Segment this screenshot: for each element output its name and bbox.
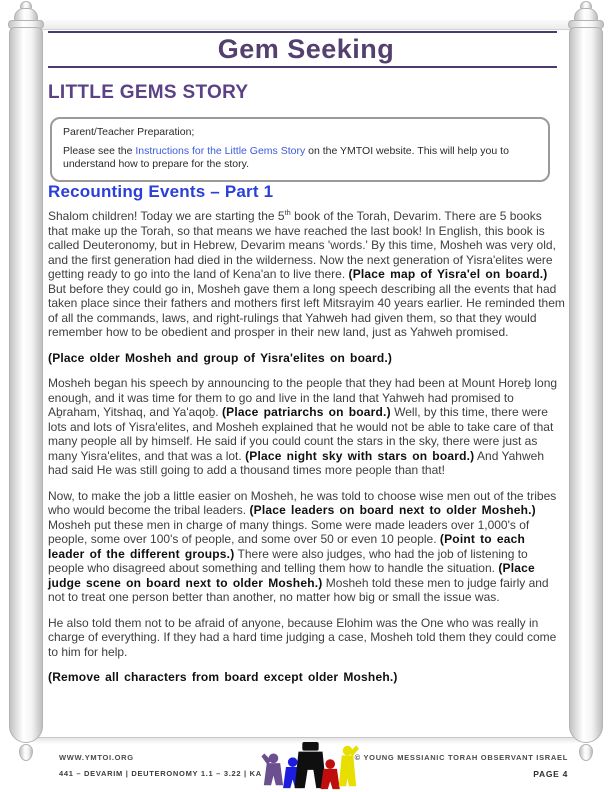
title-rule-top [48,31,557,33]
story-paragraph [48,489,565,605]
text-segment: Mosheh began his speech by announcing to the people that they had been at Mount Horeḇ long enough, and it was time for them to go and live in the land that Yahweh had promised to Aḇraham, Yitshaq, and Ya'aqoḇ. [48,376,558,419]
roller-bottom-tip [19,744,33,761]
stage-cue-text: (Place map of Yisra'el on board.) [348,267,548,281]
stage-cue-text: (Place patriarchs on board.) [221,405,391,419]
stage-cue [48,351,565,366]
story-paragraph [48,616,565,660]
text-segment: Mosheh told these men to judge fairly and not to treat one person better than another, no matter how big or small the issue was. [48,575,549,604]
text-segment: th [284,208,291,217]
scroll-roller-right [566,0,606,792]
text-segment: Mosheh put these men in charge of many things. Some were made leaders over 1,000's of people, some over 100's of people, and some over 50 or even 10 people. [48,517,530,546]
page-subtitle: LITTLE GEMS STORY [48,82,249,103]
parchment-top-edge [26,20,586,30]
title-rule-bottom [48,66,557,68]
text-segment: on the YMTOI website. This will help you to understand how to prepare for the story. [63,145,509,170]
text-segment: Well, by this time, there were lots and lots of Yisra'elites, and Mosheh explained that he would not be able to take care of that many people all by himself. He said if you could count the stars in the sky, there were just as many Yisra'elites, and that was a lot. [48,405,554,463]
story-paragraph [48,206,565,340]
stage-cue-text: (Point to each leader of the different groups.) [48,532,526,561]
preparation-body [63,145,537,171]
ymtoi-figures-logo-icon [260,740,360,792]
stage-cue-text: (Place judge scene on board next to older Mosheh.) [48,561,535,590]
text-segment: There were also judges, who had the job of listening to people who disagreed about something and telling them how to handle the situation. [48,546,528,575]
logo-purple-figure [261,754,283,786]
story-paragraph [48,376,565,478]
text-segment: Shalom children! Today we are starting the 5 [48,209,285,223]
text-segment: Now, to make the job a little easier on Mosheh, he was told to choose wise men out of the tribes who would become the tribal leaders. [48,488,557,517]
stage-cue [48,670,565,685]
preparation-heading: Parent/Teacher Preparation; [63,126,195,138]
text-segment: But before they could go in, Mosheh gave them a long speech describing all the events that had taken place since their fathers and mothers first left Mitsrayim 40 years earlier. He reminded them of all the commands, laws, and right-rulings that Yahweh had given them, so that they would remember how to be obedient and prosper in their new land, just as Yahweh promised. [48,281,565,339]
stage-cue-text: (Place leaders on board next to older Mosheh.) [249,503,536,517]
text-segment: He also told them not to be afraid of anyone, because Elohim was the One who was really in charge of everything. If they had a hard time judging a case, Mosheh told them they could come to him for help. [48,615,557,659]
text-segment: Please see the [63,145,136,157]
roller-rod [569,27,603,743]
footer-right [355,753,568,779]
roller-bottom-tip [579,744,593,761]
roller-rod [9,27,43,743]
section-heading: Recounting Events – Part 1 [48,182,274,201]
footer-copyright: © YOUNG MESSIANIC TORAH OBSERVANT ISRAEL [354,753,568,762]
text-segment: book of the Torah, Devarim. There are 5 books that make up the Torah, so that means we have reached the last book! In English, this book is called Deuteronomy, but in Hebrew, Devarim means 'words.' By this time, Mosheh was very old, and the first generation had died in the wilderness. Now the next generation of Yisra'elites were getting ready to go into the land of Kena'an to live there. [48,209,556,281]
text-segment: And Yahweh had said He was still going to add a thousand times more people than that! [48,448,544,477]
footer-page-number: PAGE 4 [533,769,568,779]
stage-cue-text: (Remove all characters from board except older Mosheh.) [48,670,398,684]
logo-black-figure [295,742,327,788]
preparation-box [50,117,550,182]
footer-left [59,753,262,778]
footer-website: WWW.YMTOI.ORG [59,753,134,762]
footer-lesson-reference: 441 – DEVARIM | DEUTERONOMY 1.1 – 3.22 | KA [59,769,262,778]
stage-cue-text: (Place older Mosheh and group of Yisra'elites on board.) [48,350,393,365]
scroll-roller-left [6,0,46,792]
page-title: Gem Seeking [217,34,395,64]
stage-cue-text: (Place night sky with stars on board.) [245,448,475,463]
story-paragraphs [48,206,565,696]
instructions-link[interactable]: Instructions for the Little Gems Story [135,145,306,157]
